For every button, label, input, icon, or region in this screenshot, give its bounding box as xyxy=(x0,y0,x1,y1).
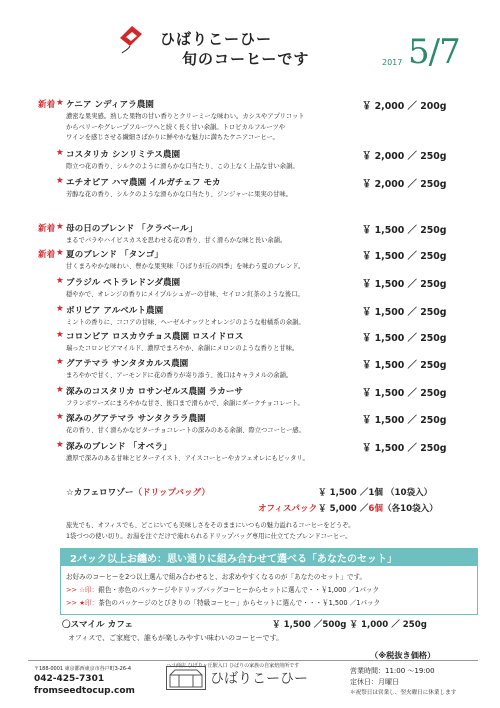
coffee-item-header xyxy=(38,304,478,318)
coffee-item xyxy=(38,440,478,465)
star-icon: ★ xyxy=(56,412,64,422)
coffee-item-header xyxy=(38,385,478,399)
coffee-description: 濃厚で深みのある甘味とビターテイスト、アイスコーヒーやカフェオレにもピッタリ。 xyxy=(66,455,309,462)
star-icon: ★ xyxy=(56,357,64,367)
coffee-item xyxy=(38,412,478,437)
holiday: 定休日：月曜日 xyxy=(350,678,399,686)
coffee-description: ミントの香りに、ココアの甘味、ヘーゼルナッツとオレンジのような柑橘系の余韻。 xyxy=(66,319,305,326)
tax-note: （※税抜き価格） xyxy=(370,650,436,660)
coffee-price: ￥ 2,000 ／ 250g xyxy=(362,151,447,162)
coffee-description: フランボワーズにまろやかな甘さ、後口まで滑らかで、余韻にダークチョコレート。 xyxy=(66,400,304,407)
coffee-description: まるでバラやハイビスカスを思わせる花の香り、甘く滑らかな味と長い余韻。 xyxy=(66,237,287,244)
star-icon: ★ xyxy=(56,304,64,314)
coffee-price: ￥ 1,500 ／ 250g xyxy=(362,388,447,399)
set-line-2: >> ☆印：銀色・赤色のパッケージやドリップバッグコーヒーからセットに選んで・・￥1,000 ／1パック xyxy=(66,586,380,594)
coffee-description: 濃密な果実感。熟した果物の甘い香りとクリーミーな味わい。カシスやアプリコット xyxy=(66,113,305,120)
business-hours: 営業時間：11:00 ～19:00 xyxy=(350,667,435,675)
coffee-item xyxy=(38,248,478,273)
coffee-item xyxy=(38,357,478,382)
star-icon: ★ xyxy=(56,222,64,232)
coffee-item-header xyxy=(38,276,478,290)
coffee-name: エチオピア ハマ農園 イルガチェフ モカ xyxy=(66,178,221,188)
coffee-description: 際立つ花の香り、シルクのように滑らかな口当たり、この上なく上品な甘い余韻。 xyxy=(66,163,299,170)
coffee-description: 芳醇な花の香り、シルクのような滑らかな口当たり、ジンジャーに果実の甘味。 xyxy=(66,191,292,198)
coffee-price: ￥ 1,500 ／ 250g xyxy=(362,307,447,318)
coffee-item-header xyxy=(38,330,478,344)
set-line-3: >> ★印：茶色のパッケージのとびきりの「特級コーヒー」からセットに選んで・・・￥1,500 ／1パック xyxy=(66,599,381,607)
smile-cafe-name: 〇スマイル カフェ xyxy=(62,620,133,630)
coffee-price: ￥ 2,000 ／ 250g xyxy=(362,179,447,190)
coffee-description: からベリーやグレープフルーツへと続く長く甘い余韻。トロピカルフルーツや xyxy=(66,123,286,131)
shop-storefront-icon xyxy=(166,666,206,690)
coffee-price: ￥ 1,500 ／ 250g xyxy=(362,443,447,454)
new-badge: 新着 xyxy=(38,250,56,260)
office-pack-price: ￥ 5,000 ／6個（各10袋入） xyxy=(318,504,438,514)
star-icon: ★ xyxy=(56,248,64,258)
coffee-item xyxy=(38,276,478,301)
coffee-item xyxy=(38,176,478,201)
coffee-name: 深みのブレンド 「オペラ」 xyxy=(66,442,172,452)
coffee-name: ケニア ンディアラ農園 xyxy=(66,100,154,110)
year-label: 2017 xyxy=(382,58,403,67)
coffee-name: ブラジル ペトラレドンダ農園 xyxy=(66,278,181,288)
coffee-description: 甘くまろやかな味わい、豊かな果実味「ひばりが丘の四季」を味わう夏のブレンド。 xyxy=(66,263,305,270)
coffee-item xyxy=(38,385,478,410)
coffee-name: コロンビア ロスカウチョス農園 ロスイドロス xyxy=(66,332,244,342)
coffee-name: 母の日のブレンド 「クラベール」 xyxy=(66,224,198,234)
set-line-1: お好みのコーヒーを2つ以上選んで組み合わせると、お求めやすくなるのが「あなたのセット」です。 xyxy=(66,573,367,581)
coffee-item xyxy=(38,304,478,329)
coffee-price: ￥ 1,500 ／ 250g xyxy=(362,225,447,236)
cafe-loiseau-price: ￥ 1,500 ／1個 （10袋入） xyxy=(318,488,433,498)
coffee-item-header xyxy=(38,176,478,190)
coffee-description: 穏やかで、オレンジの香りにメイプルシュガーの甘味、セイロン紅茶のような後口。 xyxy=(66,291,304,298)
coffee-item-header xyxy=(38,222,478,236)
date-label: 5/7 xyxy=(408,32,460,72)
new-badge: 新着 xyxy=(38,224,56,234)
smile-cafe-price: ￥ 1,500 ／500g ￥ 1,000 ／ 250g xyxy=(272,620,427,630)
footer-phone: 042-425-7301 xyxy=(34,674,105,684)
coffee-price: ￥ 1,500 ／ 250g xyxy=(362,279,447,290)
coffee-name: 深みのグアテマラ サンタクララ農園 xyxy=(66,414,206,424)
coffee-item xyxy=(38,148,478,173)
coffee-description: 花の香り、甘く滑らかなビターチョコレートの深みのある余韻、際立つコーヒー感。 xyxy=(66,427,305,434)
coffee-name: 深みのコスタリカ ロサンゼルス農園 ラカーサ xyxy=(66,387,244,397)
coffee-description: ワインを感じさせる繊細さばかりに鮮やかな魅力に満ちたケニアコーヒー。 xyxy=(66,134,279,142)
cafe-loiseau-name: ☆カフェロワゾー（ドリップバッグ） xyxy=(66,488,211,498)
coffee-name: コスタリカ シンリミテス農園 xyxy=(66,150,181,160)
star-icon: ★ xyxy=(56,330,64,340)
coffee-price: ￥ 1,500 ／ 250g xyxy=(362,251,447,262)
coffee-price: ￥ 1,500 ／ 250g xyxy=(362,360,447,371)
new-badge: 新着 xyxy=(38,100,56,110)
cafe-loiseau-desc-1: 旅先でも、オフィスでも、どこにいても美味しさをそのままにいつもの魅力溢れるコーヒーをどうぞ。 xyxy=(66,522,355,529)
page-title: ひばりこーひー xyxy=(160,30,273,48)
coffee-item-header xyxy=(38,148,478,162)
coffee-description: まろやかで甘く、アーモンドに花の香りが寄り添う、後口はキャラメルの余韻。 xyxy=(66,372,293,379)
coffee-item-header xyxy=(38,357,478,371)
footer-brand: ひばりこーひー xyxy=(210,671,308,687)
footer-divider xyxy=(28,660,478,661)
footer-url[interactable]: fromseedtocup.com xyxy=(34,686,135,696)
footer-tagline: ハコ商店 ひばりヶ丘駅入口 ひばりの家族の自家焙煎所です xyxy=(166,663,300,669)
coffee-item xyxy=(38,98,478,144)
coffee-item-header xyxy=(38,98,478,112)
star-icon: ★ xyxy=(56,148,64,158)
smile-cafe-desc: オフィスで、ご家庭で、誰もが楽しみやすい味わいのコーヒーです。 xyxy=(68,634,284,642)
footer-address: 〒188-0001 東京都西東京市谷戸町3-26-4 xyxy=(34,666,131,672)
star-icon: ★ xyxy=(56,98,64,108)
set-banner-text: 2パック以上お纏め：思い通りに組み合わせて選べる「あなたのセット」 xyxy=(70,554,397,565)
kite-logo-icon xyxy=(116,24,144,54)
holiday-note: ＊祝祭日は営業し、翌火曜日に休業します xyxy=(350,690,457,696)
coffee-item xyxy=(38,222,478,247)
cafe-loiseau-desc-2: 1袋づつの使い切り。お湯を注ぐだけで淹れられるドリップバッグ専用に仕立てたブレンドコーヒー。 xyxy=(66,533,352,540)
office-pack-label: オフィスパック xyxy=(258,504,318,514)
star-icon: ★ xyxy=(56,385,64,395)
coffee-item-header xyxy=(38,248,478,262)
coffee-item-header xyxy=(38,412,478,426)
star-icon: ★ xyxy=(56,440,64,450)
coffee-item-header xyxy=(38,440,478,454)
coffee-description: 瑞ったコロンビアマイルド、濃厚でまろやか、余韻にメロンのような香りと甘味。 xyxy=(66,345,299,352)
coffee-name: 夏のブレンド 「タンゴ」 xyxy=(66,250,163,260)
star-icon: ★ xyxy=(56,176,64,186)
coffee-price: ￥ 1,500 ／ 250g xyxy=(362,415,447,426)
coffee-item xyxy=(38,330,478,355)
page-subtitle: 旬のコーヒーです xyxy=(182,50,310,68)
coffee-price: ￥ 1,500 ／ 250g xyxy=(362,333,447,344)
star-icon: ★ xyxy=(56,276,64,286)
coffee-name: グアテマラ サンタタカルス農園 xyxy=(66,359,189,369)
coffee-name: ボリビア アルベルト農園 xyxy=(66,306,164,316)
coffee-price: ￥ 2,000 ／ 200g xyxy=(362,101,447,112)
